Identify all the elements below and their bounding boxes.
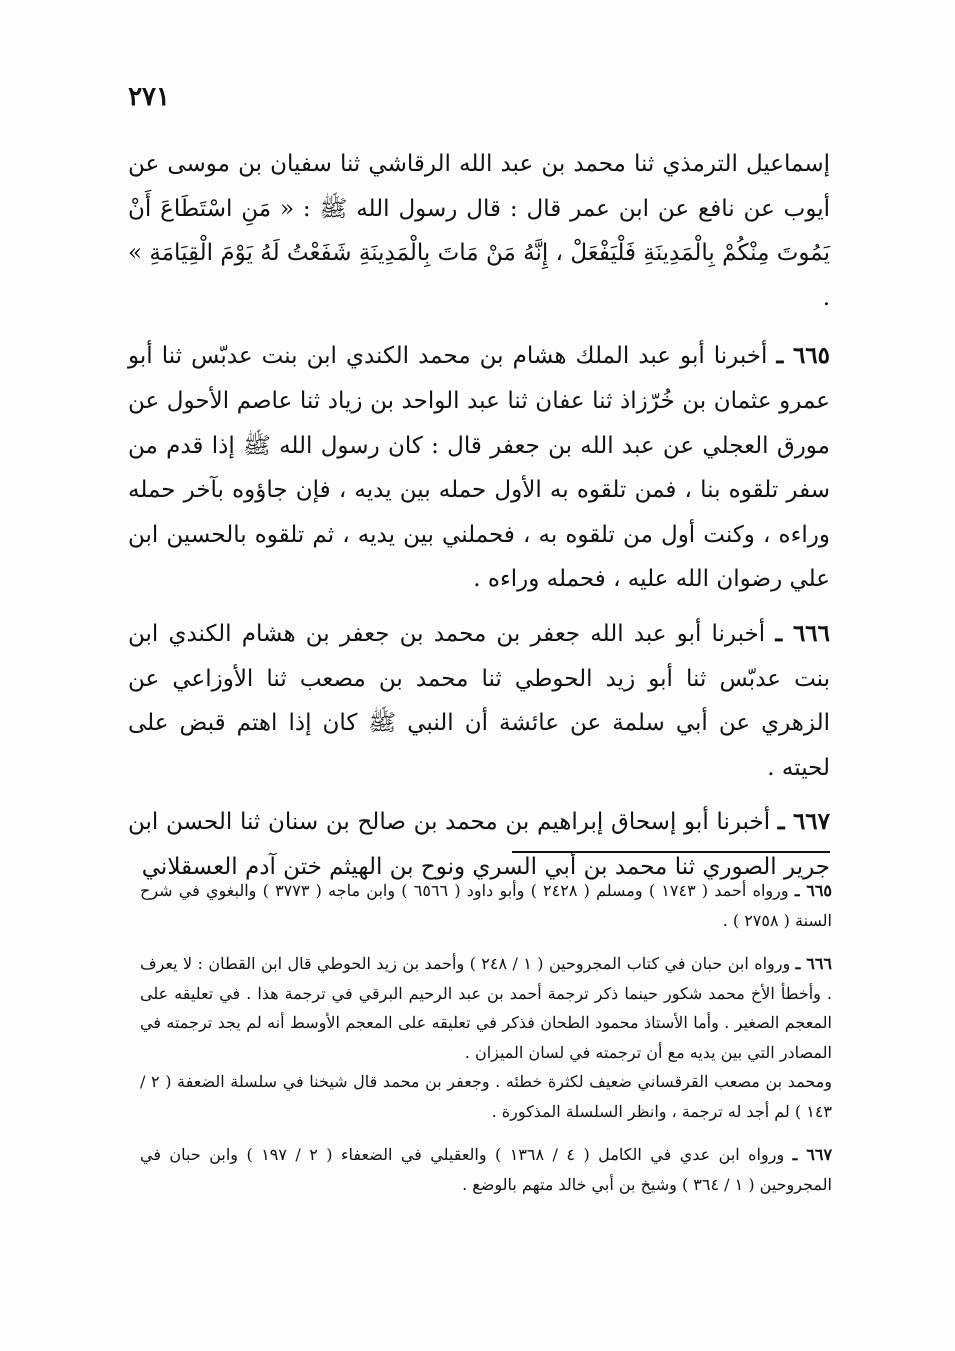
- hadith-number: ٦٦٥ ـ: [776, 342, 831, 370]
- footnote-text: ورواه ابن عدي في الكامل ( ٤ / ١٣٦٨ ) والعقيلي في الضعفاء ( ٢ / ١٩٧ ) وابن حبان في المجروحين ( ١ / ٣٦٤ ) وشيخ بن أبي خالد متهم بالوضع .: [140, 1145, 832, 1194]
- paragraph-665: [128, 334, 830, 602]
- footnote-text: ومحمد بن مصعب القرقساني ضعيف لكثرة خطئه . وجعفر بن محمد قال شيخنا في سلسلة الضعفة ( ٢ / ١٤٣ ) لم أجد له ترجمة ، وانظر السلسلة المذكورة .: [140, 1072, 832, 1121]
- footnote-667: [140, 1140, 832, 1199]
- paragraph-continuation: [128, 142, 830, 320]
- footnote-text: ورواه أحمد ( ١٧٤٣ ) ومسلم ( ٢٤٢٨ ) وأبو داود ( ٦٥٦٦ ) وابن ماجه ( ٣٧٧٣ ) والبغوي في شرح السنة ( ٢٧٥٨ ) .: [140, 881, 832, 930]
- footnote-line: [140, 1067, 832, 1126]
- footnote-line: [140, 876, 832, 935]
- page-number: ٢٧١: [128, 82, 170, 112]
- footnote-line: [140, 949, 832, 1067]
- footnote-665: [140, 876, 832, 935]
- paragraph-text: أخبرنا أبو إسحاق إبراهيم بن محمد بن صالح بن سنان ثنا الحسن ابن جرير الصوري ثنا محمد بن أبي السري ونوح بن الهيثم ختن آدم العسقلاني: [128, 809, 830, 880]
- footnotes: [140, 876, 832, 1213]
- hadith-number: ٦٦٦ ـ: [775, 619, 831, 647]
- paragraph-text: أخبرنا أبو عبد الله جعفر بن محمد بن جعفر بن هشام الكندي ابن بنت عدبّس ثنا أبو زيد الحوطي ثنا محمد بن مصعب ثنا الأوزاعي عن الزهري عن أبي سلمة عن عائشة أن النبي ﷺ كان إذا اهتم قبض على لحيته .: [128, 620, 830, 781]
- footnote-number: ٦٦٦ ـ: [795, 954, 832, 973]
- footnote-divider: [512, 851, 830, 853]
- main-text: [128, 142, 830, 900]
- footnote-line: [140, 1140, 832, 1199]
- paragraph-text: أخبرنا أبو عبد الملك هشام بن محمد الكندي ابن بنت عدبّس ثنا أبو عمرو عثمان بن خُرّزاذ ثنا عفان ثنا عبد الواحد بن زياد ثنا عاصم الأحول عن مورق العجلي عن عبد الله بن جعفر قال : كان رسول الله ﷺ إذا قدم من سفر تلقوه بنا ، فمن تلقوه به الأول حمله بين يديه ، فإن جاؤوه بآخر حمله وراءه ، وكنت أول من تلقوه به ، فحملني بين يديه ، ثم تلقوه بالحسين ابن علي رضوان الله عليه ، فحمله وراءه .: [128, 343, 830, 593]
- footnote-number: ٦٦٥ ـ: [794, 881, 832, 900]
- hadith-number: ٦٦٧ ـ: [777, 808, 831, 836]
- footnote-text: ورواه ابن حبان في كتاب المجروحين ( ١ / ٢٤٨ ) وأحمد بن زيد الحوطي قال ابن القطان : لا يعرف . وأخطأ الأخ محمد شكور حينما ذكر ترجمة أحمد بن عبد الرحيم البرقي في ترجمة هذا . في تعليقه على المعجم الصغير . وأما الأستاذ محمود الطحان فذكر في تعليقه على المعجم الأوسط أنه لم يجد ترجمته في المصادر التي بين يديه مع أن ترجمته في لسان الميزان .: [140, 954, 833, 1062]
- paragraph-666: [128, 612, 830, 790]
- footnote-number: ٦٦٧ ـ: [792, 1145, 833, 1164]
- footnote-666: [140, 949, 832, 1126]
- paragraph-text: إسماعيل الترمذي ثنا محمد بن عبد الله الرقاشي ثنا سفيان بن موسى عن أيوب عن نافع عن ابن عمر قال : قال رسول الله ﷺ : « مَنِ اسْتَطَاعَ أَنْ يَمُوتَ مِنْكُمْ بِالْمَدِينَةِ فَلْيَفْعَلْ ، إِنَّهُ مَنْ مَاتَ بِالْمَدِينَةِ شَفَعْتُ لَهُ يَوْمَ الْقِيَامَةِ » .: [128, 151, 830, 311]
